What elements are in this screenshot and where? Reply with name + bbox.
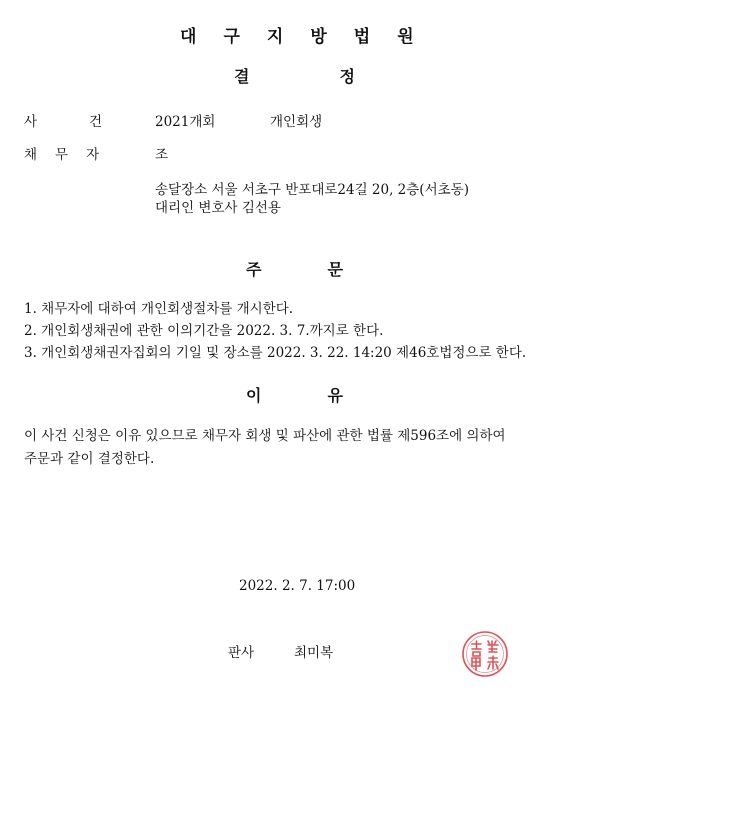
debtor-label: 채 무 자 (24, 147, 100, 163)
reason-line: 이 사건 신청은 이유 있으므로 채무자 회생 및 파산에 관한 법률 제596조에 의하여 (24, 428, 506, 444)
debtor-agent: 대리인 변호사 김선용 (155, 200, 281, 216)
order-title-char: 문 (327, 260, 343, 279)
case-type: 개인회생 (270, 114, 323, 130)
debtor-name: 조 (155, 147, 169, 163)
court-char: 구 (223, 27, 241, 47)
reason-title (246, 383, 343, 406)
order-item: 2. 개인회생채권에 관한 이의기간을 2022. 3. 7.까지로 한다. (24, 323, 384, 339)
seal-outer-ring (463, 632, 507, 676)
order-title-char: 주 (246, 260, 262, 279)
seal-glyphs (472, 641, 498, 670)
debtor-address: 송달장소 서울 서초구 반포대로24길 20, 2층(서초동) (155, 182, 469, 198)
decision-date: 2022. 2. 7. 17:00 (239, 578, 356, 594)
order-item: 1. 채무자에 대하여 개인회생절차를 개시한다. (24, 301, 294, 317)
case-label: 사 건 (24, 114, 103, 130)
court-name (180, 22, 441, 47)
court-char: 원 (397, 27, 415, 47)
decision-title (234, 64, 355, 87)
court-char: 방 (310, 27, 328, 47)
order-item: 3. 개인회생채권자집회의 기일 및 장소를 2022. 3. 22. 14:20 제46호법정으로 한다. (24, 345, 527, 361)
judge-name: 최미복 (294, 645, 334, 661)
reason-title-char: 유 (327, 386, 343, 405)
court-char: 법 (353, 27, 372, 47)
case-number: 2021개회 (155, 114, 216, 130)
court-char: 지 (266, 27, 285, 47)
order-title (246, 257, 343, 280)
seal-stamp-icon (461, 630, 509, 678)
judge-title: 판사 (228, 645, 255, 661)
decision-title-char: 정 (339, 67, 355, 86)
decision-title-char: 결 (234, 67, 250, 86)
court-char: 대 (180, 27, 198, 47)
reason-title-char: 이 (246, 386, 262, 405)
reason-line: 주문과 같이 결정한다. (24, 451, 155, 467)
